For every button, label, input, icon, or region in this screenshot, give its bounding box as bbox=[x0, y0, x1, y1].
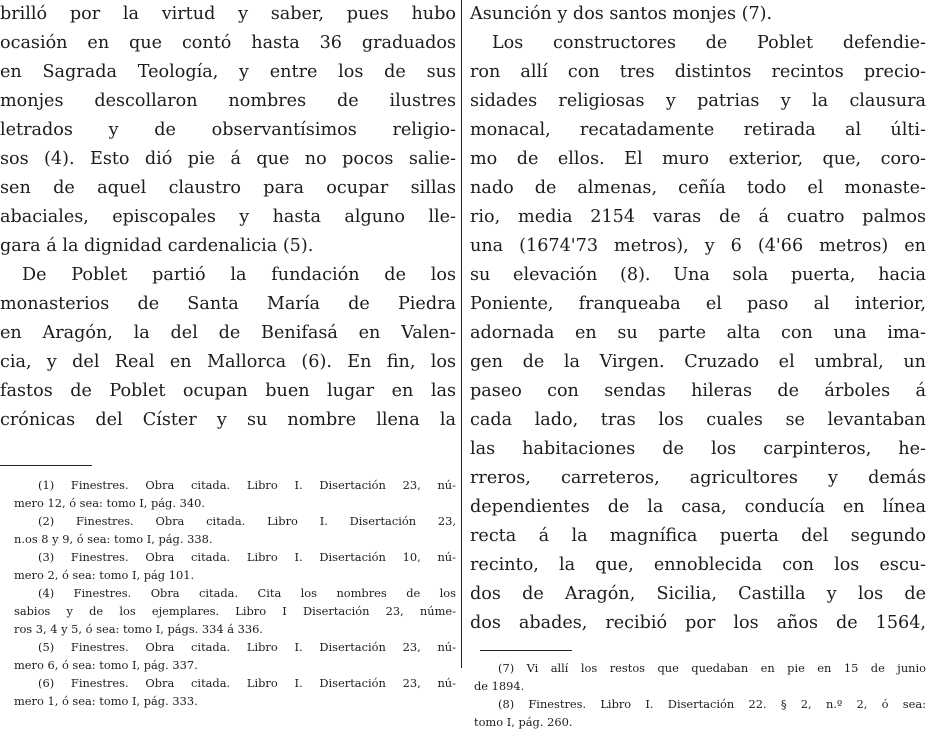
footnote-line: mero 2, ó sea: tomo I, pág 101. bbox=[14, 568, 195, 582]
left-body-text bbox=[0, 0, 456, 435]
body-text-line: sos (4). Esto dió pie á que no pocos salie- bbox=[0, 149, 456, 169]
body-text-line: dos abades, recibió por los años de 1564, bbox=[470, 613, 926, 633]
footnote-line: n.os 8 y 9, ó sea: tomo I, pág. 338. bbox=[14, 532, 213, 546]
left-footnotes bbox=[0, 476, 456, 710]
right-column bbox=[470, 0, 926, 731]
body-text-line: monacal, recatadamente retirada al últi- bbox=[470, 120, 926, 140]
body-text-line: en Sagrada Teología, y entre los de sus bbox=[0, 62, 456, 82]
right-body-text bbox=[470, 0, 926, 638]
body-text-line: cada lado, tras los cuales se levantaban bbox=[470, 410, 926, 430]
body-text-line: recinto, la que, ennoblecida con los escu- bbox=[470, 555, 926, 575]
footnote-line: sabios y de los ejemplares. Libro I Disertación 23, núme- bbox=[14, 604, 456, 618]
footnote-line: (3) Finestres. Obra citada. Libro I. Disertación 10, nú- bbox=[38, 550, 456, 564]
body-text-line: una (1674'73 metros), y 6 (4'66 metros) en bbox=[470, 236, 926, 256]
body-text-line: las habitaciones de los carpinteros, he- bbox=[470, 439, 926, 459]
footnote-line: mero 12, ó sea: tomo I, pág. 340. bbox=[14, 496, 205, 510]
footnote-line: (7) Vi allí los restos que quedaban en pie en 15 de junio bbox=[498, 661, 926, 675]
footnote-line: (1) Finestres. Obra citada. Libro I. Disertación 23, nú- bbox=[38, 478, 456, 492]
body-text-line: cia, y del Real en Mallorca (6). En fin, los bbox=[0, 352, 456, 372]
body-text-line: monjes descollaron nombres de ilustres bbox=[0, 91, 456, 111]
body-text-line: gen de la Virgen. Cruzado el umbral, un bbox=[470, 352, 926, 372]
body-text-line: ocasión en que contó hasta 36 graduados bbox=[0, 33, 456, 53]
footnote-line: ros 3, 4 y 5, ó sea: tomo I, págs. 334 á 336. bbox=[14, 622, 264, 636]
body-text-line: rreros, carreteros, agricultores y demás bbox=[470, 468, 926, 488]
footnote-line: mero 6, ó sea: tomo I, pág. 337. bbox=[14, 658, 198, 672]
footnote-line: mero 1, ó sea: tomo I, pág. 333. bbox=[14, 694, 198, 708]
body-text-line: De Poblet partió la fundación de los bbox=[22, 265, 456, 285]
body-text-line: nado de almenas, ceñía todo el monaste- bbox=[470, 178, 926, 198]
body-text-line: en Aragón, la del de Benifasá en Valen- bbox=[0, 323, 456, 343]
body-text-line: abaciales, episcopales y hasta alguno lle- bbox=[0, 207, 456, 227]
footnote-line: (4) Finestres. Obra citada. Cita los nombres de los bbox=[38, 586, 456, 600]
body-text-line: dependientes de la casa, conducía en línea bbox=[470, 497, 926, 517]
footnote-line: (6) Finestres. Obra citada. Libro I. Disertación 23, nú- bbox=[38, 676, 456, 690]
column-divider bbox=[461, 0, 462, 668]
body-text-line: fastos de Poblet ocupan buen lugar en las bbox=[0, 381, 456, 401]
body-text-line: monasterios de Santa María de Piedra bbox=[0, 294, 456, 314]
body-text-line: recta á la magnífica puerta del segundo bbox=[470, 526, 926, 546]
body-text-line: brilló por la virtud y saber, pues hubo bbox=[0, 4, 456, 24]
left-column bbox=[0, 0, 456, 710]
body-text-line: sen de aquel claustro para ocupar sillas bbox=[0, 178, 456, 198]
body-text-line: mo de ellos. El muro exterior, que, coro- bbox=[470, 149, 926, 169]
body-text-line: rio, media 2154 varas de á cuatro palmos bbox=[470, 207, 926, 227]
footnote-line: tomo I, pág. 260. bbox=[474, 715, 573, 729]
body-text-line: crónicas del Císter y su nombre llena la bbox=[0, 410, 456, 430]
body-text-line: gara á la dignidad cardenalicia (5). bbox=[0, 236, 314, 256]
body-text-line: ron allí con tres distintos recintos precio- bbox=[470, 62, 926, 82]
footnote-line: (5) Finestres. Obra citada. Libro I. Disertación 23, nú- bbox=[38, 640, 456, 654]
left-footnote-separator bbox=[0, 465, 92, 466]
body-text-line: Los constructores de Poblet defendie- bbox=[492, 33, 926, 53]
right-footnote-separator bbox=[480, 650, 572, 651]
footnote-line: (2) Finestres. Obra citada. Libro I. Disertación 23, bbox=[38, 514, 456, 528]
body-text-line: Poniente, franqueaba el paso al interior, bbox=[470, 294, 926, 314]
body-text-line: Asunción y dos santos monjes (7). bbox=[470, 4, 773, 24]
footnote-line: (8) Finestres. Libro I. Disertación 22. § 2, n.º 2, ó sea: bbox=[498, 697, 926, 711]
right-footnotes bbox=[470, 659, 926, 731]
body-text-line: adornada en su parte alta con una ima- bbox=[470, 323, 926, 343]
footnote-line: de 1894. bbox=[474, 679, 525, 693]
body-text-line: letrados y de observantísimos religio- bbox=[0, 120, 456, 140]
body-text-line: su elevación (8). Una sola puerta, hacia bbox=[470, 265, 926, 285]
body-text-line: dos de Aragón, Sicilia, Castilla y los de bbox=[470, 584, 926, 604]
body-text-line: sidades religiosas y patrias y la clausura bbox=[470, 91, 926, 111]
body-text-line: paseo con sendas hileras de árboles á bbox=[470, 381, 926, 401]
